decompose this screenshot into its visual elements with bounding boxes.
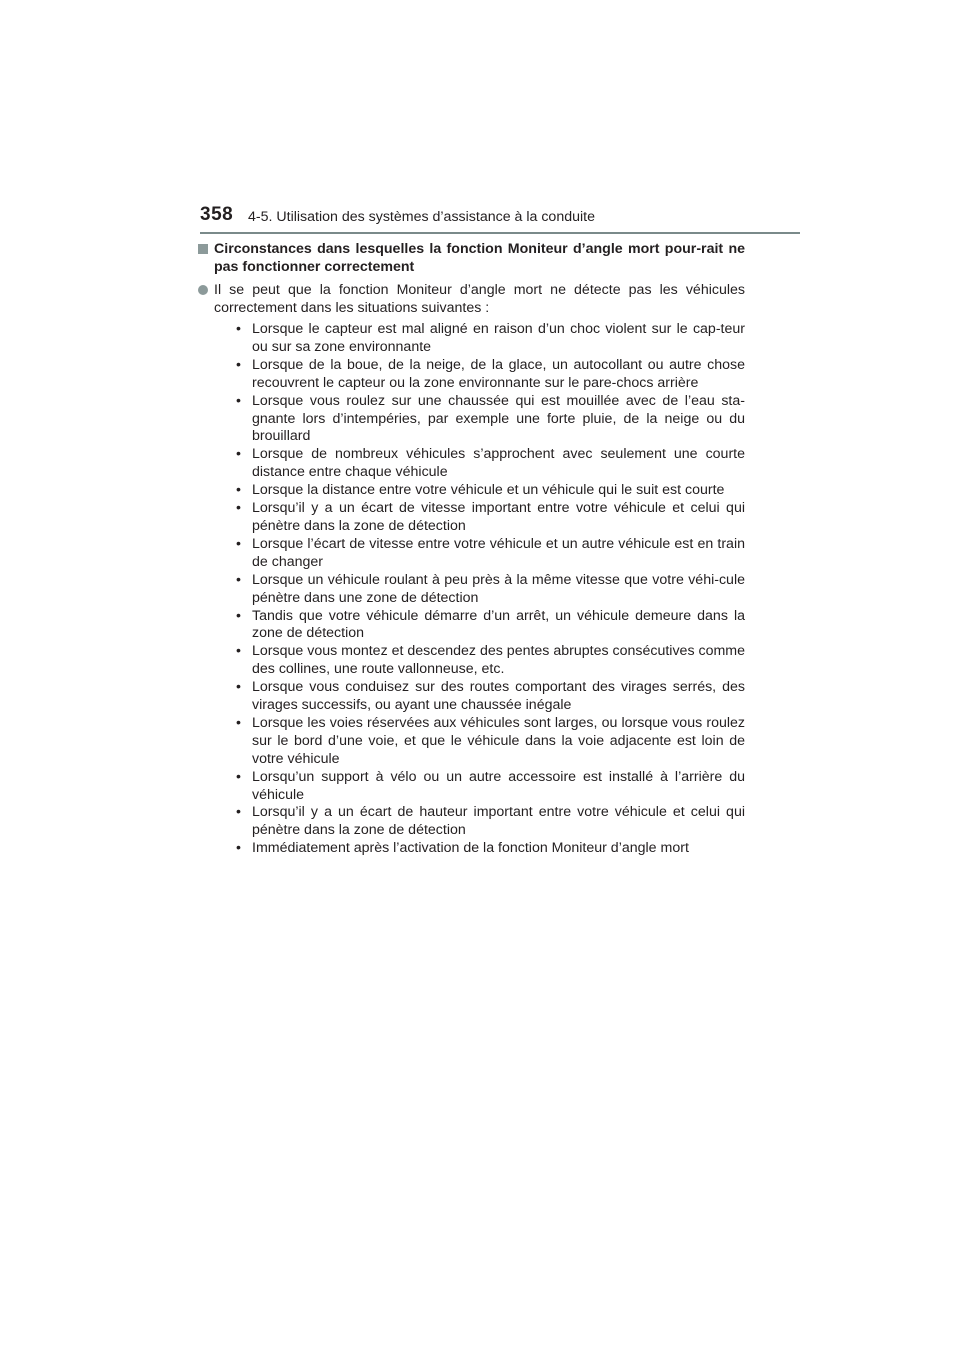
- list-item-text: Lorsque l’écart de vitesse entre votre véhicule et un autre véhicule est en train de changer: [252, 535, 745, 570]
- bullet-dot-icon: •: [236, 643, 241, 660]
- list-item-text: Lorsque les voies réservées aux véhicules sont larges, ou lorsque vous roulez sur le bord d’une voie, et que le véhicule dans la voie adjacente est loin de votre véhicule: [252, 714, 745, 767]
- list-item-text: Immédiatement après l’activation de la fonction Moniteur d’angle mort: [252, 840, 689, 857]
- list-item: [197, 643, 745, 679]
- page-number: 358: [200, 204, 234, 225]
- bullet-dot-icon: •: [236, 482, 241, 499]
- list-item: [197, 536, 745, 572]
- circle-bullet-icon: [198, 285, 208, 295]
- square-bullet-icon: [198, 244, 208, 254]
- list-item-text: Lorsqu’un support à vélo ou un autre accessoire est installé à l’arrière du véhicule: [252, 768, 745, 803]
- bullet-dot-icon: •: [236, 392, 241, 409]
- list-item: [197, 679, 745, 715]
- situation-list: [197, 321, 745, 858]
- header-rule: [200, 232, 800, 234]
- bullet-dot-icon: •: [236, 500, 241, 517]
- bullet-dot-icon: •: [236, 535, 241, 552]
- list-item: [197, 500, 745, 536]
- list-item-text: Lorsque un véhicule roulant à peu près à la même vitesse que votre véhi-cule pénètre dans une zone de détection: [252, 571, 745, 606]
- list-item-text: Lorsque le capteur est mal aligné en raison d’un choc violent sur le cap-teur ou sur sa zone environnante: [252, 321, 745, 355]
- list-item: [197, 446, 745, 482]
- bullet-dot-icon: •: [236, 607, 241, 624]
- list-item: [197, 769, 745, 805]
- list-item-text: Tandis que votre véhicule démarre d’un arrêt, un véhicule demeure dans la zone de détection: [252, 607, 745, 642]
- bullet-dot-icon: •: [236, 804, 241, 821]
- subheading-text: Circonstances dans lesquelles la fonction Moniteur d’angle mort pour-rait ne pas fonctionner correctement: [214, 241, 745, 275]
- bullet-dot-icon: •: [236, 714, 241, 731]
- bullet-dot-icon: •: [236, 356, 241, 373]
- list-item-text: Lorsque vous montez et descendez des pentes abruptes consécutives comme des collines, une route vallonneuse, etc.: [252, 643, 745, 678]
- list-item: [197, 482, 745, 500]
- bullet-dot-icon: •: [236, 321, 241, 337]
- list-item: [197, 804, 745, 840]
- list-item-text: Lorsque vous roulez sur une chaussée qui est mouillée avec de l’eau sta-gnante lors d’intempéries, par exemple une forte pluie, de la neige ou du brouillard: [252, 392, 745, 445]
- subheading: [197, 240, 745, 276]
- bullet-dot-icon: •: [236, 768, 241, 785]
- list-item: [197, 715, 745, 769]
- intro-text: Il se peut que la fonction Moniteur d’angle mort ne détecte pas les véhicules correctement dans les situations suivantes :: [214, 282, 745, 316]
- list-item: [197, 321, 745, 357]
- bullet-dot-icon: •: [236, 446, 241, 463]
- list-item: [197, 608, 745, 644]
- list-item-text: Lorsque de nombreux véhicules s’approchent avec seulement une courte distance entre chaque véhicule: [252, 446, 745, 481]
- list-item: [197, 357, 745, 393]
- bullet-dot-icon: •: [236, 571, 241, 588]
- page-content: [197, 240, 745, 858]
- bullet-dot-icon: •: [236, 840, 241, 857]
- intro-paragraph: [197, 281, 745, 317]
- list-item: [197, 572, 745, 608]
- list-item: [197, 840, 745, 858]
- section-title: 4-5. Utilisation des systèmes d’assistance à la conduite: [248, 209, 595, 225]
- list-item: [197, 393, 745, 447]
- page-header: [200, 200, 800, 234]
- list-item-text: Lorsque la distance entre votre véhicule et un véhicule qui le suit est courte: [252, 482, 725, 499]
- list-item-text: Lorsqu’il y a un écart de hauteur important entre votre véhicule et celui qui pénètre dans la zone de détection: [252, 804, 745, 839]
- list-item-text: Lorsqu’il y a un écart de vitesse important entre votre véhicule et celui qui pénètre dans la zone de détection: [252, 500, 745, 534]
- list-item-text: Lorsque vous conduisez sur des routes comportant des virages serrés, des virages successifs, ou ayant une chaussée inégale: [252, 679, 745, 714]
- bullet-dot-icon: •: [236, 679, 241, 696]
- list-item-text: Lorsque de la boue, de la neige, de la glace, un autocollant ou autre chose recouvrent le capteur ou la zone environnante sur le pare-chocs arrière: [252, 356, 745, 391]
